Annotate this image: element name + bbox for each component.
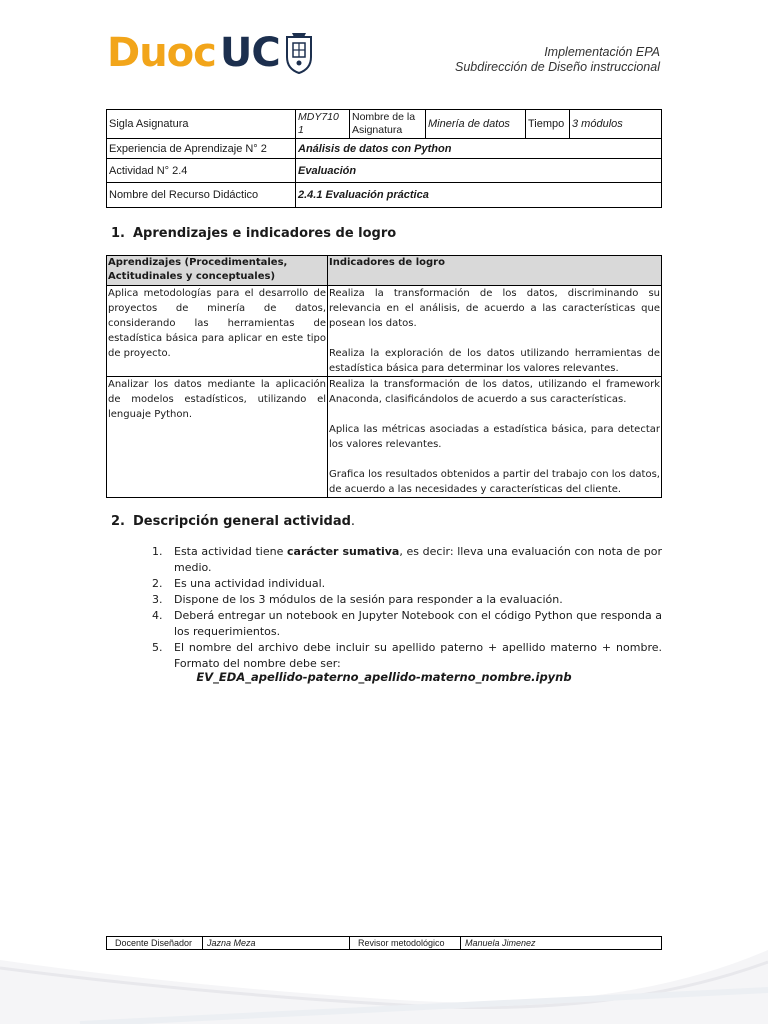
item-text: Esta actividad tiene (174, 545, 288, 558)
indicador-text: Realiza la transformación de los datos, utilizando el framework Anaconda, clasificándolos de acuerdo a sus características. (329, 379, 660, 405)
actividad-label: Actividad N° 2.4 (107, 159, 296, 183)
recurso-label: Nombre del Recurso Didáctico (107, 183, 296, 208)
section-heading-aprendizajes (111, 226, 396, 241)
list-item: 5. El nombre del archivo debe incluir su apellido paterno + apellido materno + nombre. Formato del nombre debe ser: (152, 641, 662, 670)
item-text: , es decir: lleva una evaluación con nota de por medio. (174, 545, 663, 574)
sigla-value: MDY710 1 (296, 110, 350, 139)
section-title: Aprendizajes e indicadores de logro (133, 226, 397, 241)
nombre-asignatura-value: Minería de datos (426, 110, 526, 139)
list-item: 1. Esta actividad tiene carácter sumativa, es decir: lleva una evaluación con nota de por medio. (152, 545, 663, 574)
activity-description-list (152, 544, 662, 672)
item-text: Dispone de los 3 módulos de la sesión para responder a la evaluación. (174, 593, 563, 606)
docente-label: Docente Diseñador (107, 937, 203, 950)
item-text: Es una actividad individual. (174, 577, 326, 590)
column-header-aprendizajes: Aprendizajes (Procedimentales, Actitudinales y conceptuales) (107, 256, 328, 286)
aprendizaje-cell: Analizar los datos mediante la aplicación de modelos estadísticos, utilizando el lenguaje Python. (107, 377, 328, 498)
indicadores-cell (328, 286, 662, 377)
sigla-label: Sigla Asignatura (107, 110, 296, 139)
section-title: Descripción general actividad (133, 514, 351, 529)
indicador-text: Realiza la transformación de los datos, discriminando su relevancia en el análisis, de acuerdo a las características que posean los datos. (329, 288, 660, 329)
section-number: 1. (111, 226, 125, 241)
revisor-value: Manuela Jimenez (461, 937, 662, 950)
list-item: 2. Es una actividad individual. (152, 576, 662, 592)
recurso-value: 2.4.1 Evaluación práctica (296, 183, 662, 208)
logo-text-duoc: Duoc (107, 30, 216, 76)
header-line-subdireccion: Subdirección de Diseño instruccional (455, 60, 660, 74)
section-heading-descripcion (111, 514, 355, 529)
tiempo-label: Tiempo (526, 110, 570, 139)
course-info-table (106, 109, 662, 208)
indicadores-cell (328, 377, 662, 498)
item-text: Deberá entregar un notebook en Jupyter Notebook con el código Python que responda a los requerimientos. (174, 609, 662, 638)
indicador-text: Aplica las métricas asociadas a estadística básica, para detectar los valores relevantes. (329, 424, 660, 450)
uc-crest-icon (284, 31, 314, 75)
item-text: El nombre del archivo debe incluir su apellido paterno + apellido materno + nombre. Formato del nombre debe ser: (174, 641, 662, 670)
experiencia-label: Experiencia de Aprendizaje N° 2 (107, 139, 296, 159)
item-emphasis: carácter sumativa (287, 545, 400, 558)
tiempo-value: 3 módulos (570, 110, 662, 139)
learning-outcomes-table (106, 255, 662, 498)
section-number: 2. (111, 514, 125, 529)
nombre-asignatura-label: Nombre de la Asignatura (350, 110, 426, 139)
footer-swoosh-decoration (0, 890, 768, 1024)
filename-format: EV_EDA_apellido-paterno_apellido-materno_nombre.ipynb (196, 670, 572, 684)
document-header-info (455, 45, 660, 75)
list-item: 3. Dispone de los 3 módulos de la sesión para responder a la evaluación. (152, 592, 662, 608)
column-header-indicadores: Indicadores de logro (328, 256, 662, 286)
actividad-value: Evaluación (296, 159, 662, 183)
section-title-period: . (350, 514, 356, 529)
header-line-implementacion: Implementación EPA (544, 45, 660, 59)
indicador-text: Grafica los resultados obtenidos a partir del trabajo con los datos, de acuerdo a las necesidades y características del cliente. (329, 469, 660, 495)
logo-text-uc: UC (219, 30, 280, 76)
docente-value: Jazna Meza (203, 937, 350, 950)
table-row (107, 377, 662, 498)
aprendizaje-cell: Aplica metodologías para el desarrollo de proyectos de minería de datos, considerando las herramientas de estadística básica para aplicar en este tipo de proyecto. (107, 286, 328, 377)
table-row (107, 286, 662, 377)
experiencia-value: Análisis de datos con Python (296, 139, 662, 159)
duocuc-logo (107, 30, 314, 76)
revisor-label: Revisor metodológico (350, 937, 461, 950)
list-item: 4. Deberá entregar un notebook en Jupyter Notebook con el código Python que responda a los requerimientos. (152, 609, 662, 638)
indicador-text: Realiza la exploración de los datos utilizando herramientas de estadística básica para determinar los valores relevantes. (329, 348, 660, 374)
